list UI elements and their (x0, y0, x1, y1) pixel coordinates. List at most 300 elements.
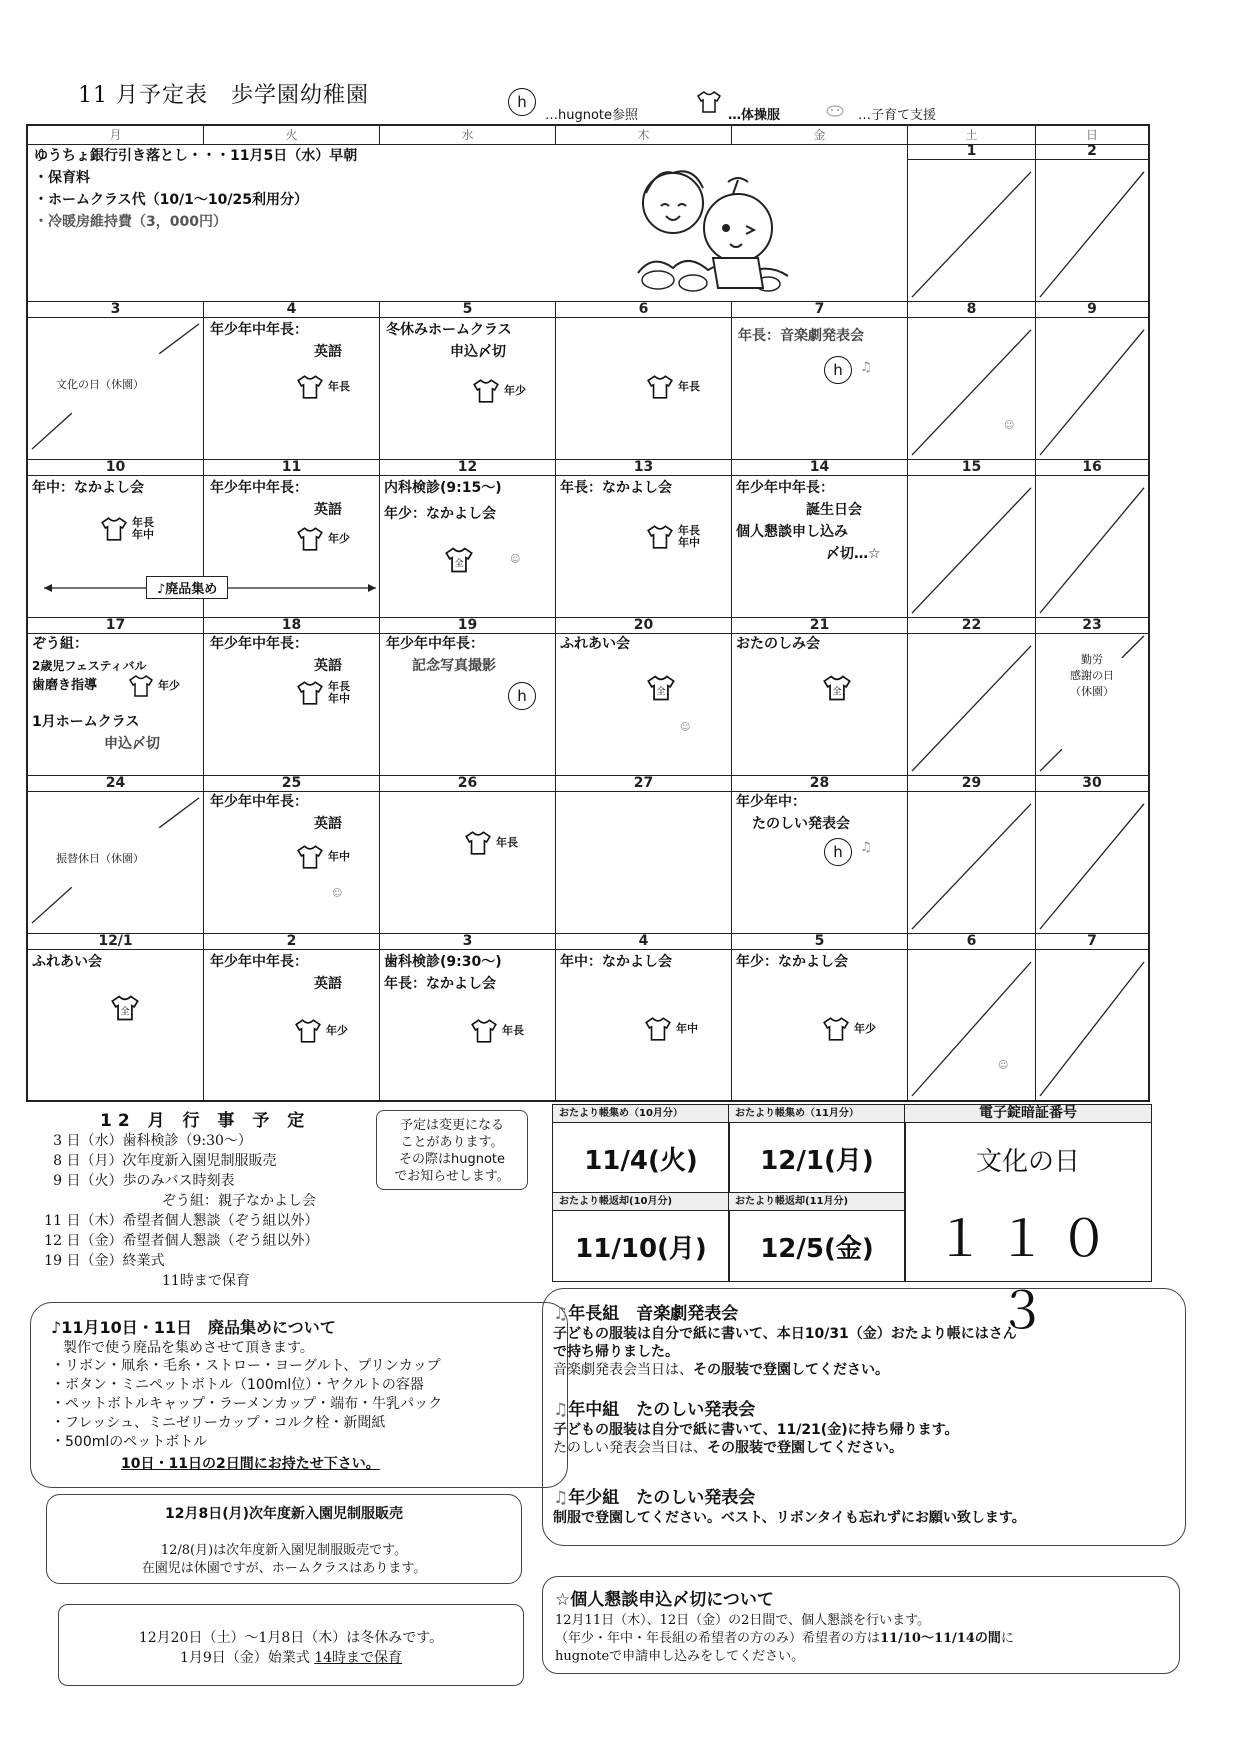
weekday-thu: 木 (556, 126, 732, 144)
conference-text: （年少・年中・年長組の希望者の方のみ）希望者の方は (555, 1631, 881, 1646)
plan-day: 11 (44, 1213, 62, 1229)
gym-clothes-marker (128, 674, 180, 698)
class-tag: 年少 (854, 1022, 876, 1035)
group-text-bold: その服装で登園してください。 (693, 1362, 889, 1378)
day-number: 4 (204, 302, 379, 318)
class-tag: 年長 (678, 380, 700, 393)
hugnote-h-icon: h (824, 356, 852, 384)
group-text: 音楽劇発表会当日は、 (553, 1362, 693, 1378)
day-cell-nov19 (380, 618, 556, 776)
day-number: 10 (28, 460, 203, 476)
diagonal-line (908, 776, 1035, 933)
class-tag: 年中 (328, 850, 350, 863)
day-number: 26 (380, 776, 555, 792)
day-cell-nov17 (28, 618, 204, 776)
class-tag-1: 年長 (132, 516, 154, 529)
event-text: 英語 (314, 658, 342, 674)
december-plan-title: 12 月 行 事 予 定 (100, 1111, 311, 1131)
plan-unit: 日 (66, 1233, 81, 1249)
day-cell-nov26 (380, 776, 556, 934)
tshirt-icon (644, 1016, 672, 1042)
day-number: 3 (28, 302, 203, 318)
group-title-text: 年長組 音楽劇発表会 (568, 1304, 739, 1324)
haihin-intro: 製作で使う廃品を集めさせて頂きます。 (63, 1340, 314, 1356)
note-line: でお知らせします。 (394, 1169, 510, 1184)
event-text: 〆切…☆ (826, 546, 881, 562)
day-cell-nov2 (1036, 144, 1148, 302)
all-classes-marker (646, 674, 676, 706)
holiday-label (1036, 652, 1148, 700)
music-note-icon: ♫ (553, 1304, 569, 1324)
group-line: 制服で登園してください。ベスト、リボンタイも忘れずにお願い致します。 (553, 1510, 1026, 1526)
day-number: 6 (556, 302, 731, 318)
plan-day: 8 (53, 1153, 62, 1169)
music-note-icon: ♫ (860, 360, 872, 375)
day-cell-dec7 (1036, 934, 1148, 1100)
day-cell-dec4 (556, 934, 732, 1100)
otayori-collect-oct (552, 1104, 730, 1194)
day-number: 15 (908, 460, 1035, 476)
gym-clothes-marker (644, 1016, 698, 1042)
hugnote-marker (824, 356, 852, 384)
tshirt-icon (472, 378, 500, 404)
day-cell-dec1 (28, 934, 204, 1100)
support-face-icon (826, 102, 844, 121)
all-classes-marker (110, 994, 140, 1026)
conference-line: 12月11日（木）、12日（金）の2日間で、個人懇談を行います。 (555, 1613, 931, 1628)
event-text: 英語 (314, 502, 342, 518)
support-face-icon: ☺ (680, 722, 691, 733)
music-note-icon: ♫ (860, 840, 872, 855)
otayori-label: おたより帳集め（11月分） (729, 1105, 905, 1123)
day-cell-nov24 (28, 776, 204, 934)
plan-text: 歯科検診（9:30～） (122, 1133, 252, 1149)
day-number: 1 (908, 144, 1035, 160)
weekday-tue: 火 (204, 126, 380, 144)
plan-day: 9 (53, 1173, 62, 1189)
tshirt-icon (294, 1018, 322, 1044)
day-number: 3 (380, 934, 555, 950)
day-cell-nov18 (204, 618, 380, 776)
plan-day: 3 (53, 1133, 62, 1149)
day-number: 29 (908, 776, 1035, 792)
day-cell-nov22 (908, 618, 1036, 776)
event-text: 年少年中： (736, 794, 806, 810)
hugnote-h-icon: h (824, 838, 852, 866)
day-number: 11 (204, 460, 379, 476)
day-cell-dec5 (732, 934, 908, 1100)
weekday-sat: 土 (908, 126, 1036, 144)
diagonal-line (908, 934, 1035, 1100)
day-number: 9 (1036, 302, 1148, 318)
otayori-label: おたより帳返却(11月分) (729, 1193, 905, 1211)
event-text: 歯磨き指導 (32, 678, 98, 693)
gym-clothes-marker (294, 1018, 348, 1044)
day-number: 12 (380, 460, 555, 476)
tshirt-all-label: 全 (454, 557, 464, 569)
support-face-icon: ☺ (332, 888, 343, 899)
lock-name: 文化の日 (975, 1147, 1080, 1177)
tshirt-icon (822, 1016, 850, 1042)
tshirt-all-icon (822, 674, 852, 702)
weekday-sun: 日 (1085, 128, 1098, 142)
holiday-line: （休園） (1070, 685, 1114, 698)
day-cell-nov15 (908, 460, 1036, 618)
diagonal-line (908, 144, 1035, 301)
event-text: 年少年中年長： (210, 794, 308, 810)
gym-clothes-marker (296, 680, 350, 706)
day-number: 20 (556, 618, 731, 634)
uniform-line: 12/8(月)は次年度新入園児制服販売です。 (160, 1543, 408, 1558)
otayori-return-nov (728, 1192, 906, 1282)
diagonal-line (1036, 144, 1148, 301)
day-cell-nov28 (732, 776, 908, 934)
day-number: 13 (556, 460, 731, 476)
event-text: おたのしみ会 (736, 636, 820, 652)
day-cell-nov3 (28, 302, 204, 460)
plan-unit: 日 (66, 1253, 81, 1269)
day-cell-nov6 (556, 302, 732, 460)
tshirt-all-icon (646, 674, 676, 702)
event-text: 年少年中年長： (210, 322, 308, 338)
day-cell-nov14 (732, 460, 908, 618)
day-cell-nov5 (380, 302, 556, 460)
lock-code-box (904, 1104, 1152, 1340)
hugnote-h-icon: h (508, 682, 536, 710)
plan-day: 12 (44, 1233, 62, 1249)
event-text: ふれあい会 (32, 954, 102, 970)
diagonal-line (908, 302, 1035, 459)
note-line: その際はhugnote (398, 1152, 506, 1167)
note-line: 予定は変更になる (399, 1118, 504, 1133)
tshirt-all-label: 全 (832, 685, 842, 697)
conference-line: hugnoteで申請申し込みをしてください。 (555, 1649, 805, 1664)
list-item (38, 1210, 318, 1230)
gym-clothes-marker (464, 830, 518, 856)
all-classes-marker (822, 674, 852, 706)
tshirt-all-label: 全 (656, 685, 666, 697)
diagonal-line (1036, 302, 1148, 459)
class-tag: 年少 (326, 1024, 348, 1037)
event-text: 年少年中年長： (210, 954, 308, 970)
conference-text-bold: 11/10～11/14の間 (880, 1631, 1001, 1646)
day-number: 18 (204, 618, 379, 634)
group-line: で持ち帰りました。 (553, 1344, 679, 1360)
class-tag: 年長 (496, 836, 518, 849)
legend-support-label: …子育て支援 (858, 108, 937, 123)
day-number: 16 (1036, 460, 1148, 476)
event-text: 英語 (314, 344, 342, 360)
day-cell-nov16 (1036, 460, 1148, 618)
plan-text: 次年度新入園児制服販売 (122, 1153, 277, 1169)
tshirt-icon (296, 680, 324, 706)
group-line: 子どもの服装は自分で紙に書いて、11/21(金)に持ち帰ります。 (553, 1422, 959, 1438)
day-cell-nov21 (732, 618, 908, 776)
class-tag: 年中 (676, 1022, 698, 1035)
plan-dow: （火） (80, 1173, 123, 1189)
list-item: ・500mlのペットボトル (51, 1434, 208, 1450)
tshirt-all-icon (110, 994, 140, 1022)
day-number: 5 (380, 302, 555, 318)
plan-unit: 日 (66, 1133, 81, 1149)
uniform-title: 12月8日(月)次年度新入園児制服販売 (164, 1506, 404, 1522)
children-illustration-icon (618, 158, 818, 302)
plan-dow: （月） (80, 1153, 123, 1169)
weekday-wed: 水 (380, 126, 556, 144)
legend-hugnote (508, 88, 536, 116)
day-number: 5 (732, 934, 907, 950)
day-number: 22 (908, 618, 1035, 634)
haihin-label: ♪廃品集め (146, 576, 228, 599)
event-text: 年少年中年長： (736, 480, 834, 496)
gym-clothes-marker (646, 524, 700, 550)
uniform-line: 在園児は休園ですが、ホームクラスはあります。 (141, 1561, 427, 1576)
day-number: 17 (28, 618, 203, 634)
tshirt-icon (470, 1018, 498, 1044)
weekday-fri: 金 (732, 126, 908, 144)
class-tag: 年少 (328, 532, 350, 545)
list-item (38, 1250, 164, 1270)
haihin-section (30, 1302, 568, 1488)
holiday-line: 感謝の日 (1070, 669, 1114, 682)
plan-dow: （金） (80, 1233, 123, 1249)
lock-code: １１０３ (935, 1210, 1121, 1340)
legend-hugnote-label: …hugnote参照 (545, 108, 639, 123)
notice-line1: ゆうちょ銀行引き落とし・・・11月5日（水）早朝 (34, 148, 358, 164)
otayori-date: 11/10(月) (575, 1233, 707, 1264)
plan-day: 19 (44, 1253, 62, 1269)
plan-dow: （金） (80, 1253, 123, 1269)
holiday-label: 文化の日（休園） (56, 378, 144, 391)
support-face-icon: ☺ (510, 554, 521, 565)
gym-clothes-marker (470, 1018, 524, 1044)
tshirt-all-icon (444, 546, 474, 574)
otayori-date: 11/4(火) (584, 1145, 698, 1176)
group-text: たのしい発表会当日は、 (553, 1440, 707, 1456)
plan-text: 歩のみバス時刻表 (122, 1173, 235, 1189)
notice-line4: ・冷暖房維持費（3，000円） (34, 214, 227, 230)
event-text: 年長：なかよし会 (384, 976, 496, 992)
plan-text: 希望者個人懇談（ぞう組以外） (122, 1213, 319, 1229)
plan-text: 希望者個人懇談（ぞう組以外） (122, 1233, 319, 1249)
otayori-date: 12/1(月) (760, 1145, 874, 1176)
class-tag: 年少 (158, 679, 180, 692)
tshirt-icon (646, 374, 674, 400)
hugnote-marker (508, 682, 536, 710)
day-cell-nov27 (556, 776, 732, 934)
plan-dow: （水） (80, 1133, 123, 1149)
day-cell-nov20 (556, 618, 732, 776)
winter-break-section (58, 1604, 524, 1686)
page-title: 11 月予定表 歩学園幼稚園 (78, 83, 369, 108)
event-text: 記念写真撮影 (412, 658, 496, 674)
day-number: 7 (1036, 934, 1148, 950)
day-cell-nov12 (380, 460, 556, 618)
gym-clothes-marker (472, 378, 526, 404)
group-title (553, 1483, 755, 1508)
day-number: 2 (204, 934, 379, 950)
tshirt-icon (128, 674, 154, 698)
class-tag (678, 525, 700, 549)
diagonal-line (1036, 776, 1148, 933)
winter-underlined: 14時まで保育 (314, 1650, 403, 1666)
event-text: たのしい発表会 (752, 816, 850, 832)
weekday-mon: 月 (28, 126, 204, 144)
diagonal-line (1036, 934, 1148, 1100)
day-number: 8 (908, 302, 1035, 318)
notice-line3: ・ホームクラス代（10/1～10/25利用分） (34, 192, 308, 208)
notice-line2: ・保育料 (34, 170, 90, 186)
group-title (553, 1299, 738, 1324)
hugnote-h-icon: h (508, 88, 536, 116)
group-line (553, 1359, 889, 1379)
event-text: 1月ホームクラス (32, 714, 140, 730)
list-item (38, 1150, 276, 1170)
group-title-text: 年少組 たのしい発表会 (568, 1488, 756, 1508)
tshirt-icon (296, 844, 324, 870)
otayori-collect-nov (728, 1104, 906, 1194)
day-number: 2 (1036, 144, 1148, 160)
event-text: 年長：なかよし会 (560, 480, 672, 496)
day-cell-nov29 (908, 776, 1036, 934)
class-tag-1: 年長 (678, 524, 700, 537)
day-cell-dec2 (204, 934, 380, 1100)
gym-clothes-marker (646, 374, 700, 400)
haihin-footer: 10日・11日の2日間にお持たせ下さい。 (121, 1456, 380, 1472)
event-text: 年中：なかよし会 (32, 480, 144, 496)
lock-label: 電子錠暗証番号 (905, 1105, 1151, 1123)
event-text: 誕生日会 (806, 502, 862, 518)
day-number: 23 (1036, 618, 1148, 634)
diagonal-line (1036, 460, 1148, 617)
haihin-title: ♪11月10日・11日 廃品集めについて (51, 1318, 336, 1337)
holiday-line: 勤労 (1081, 653, 1103, 666)
tshirt-icon (296, 526, 324, 552)
group-text-bold: その服装で登園してください。 (707, 1440, 903, 1456)
class-tag-1: 年長 (328, 680, 350, 693)
class-tag-2: 年中 (678, 536, 700, 549)
list-item: ぞう組：親子なかよし会 (162, 1193, 316, 1209)
haihin-list (51, 1357, 442, 1452)
gym-clothes-marker (296, 374, 350, 400)
day-number: 28 (732, 776, 907, 792)
plan-dow: （木） (80, 1213, 123, 1229)
gym-clothes-marker (296, 844, 350, 870)
winter-line: 12月20日（土）～1月8日（木）は冬休みです。 (138, 1630, 444, 1646)
tshirt-icon (646, 524, 674, 550)
day-cell-dec3 (380, 934, 556, 1100)
event-text: 個人懇談申し込み (736, 524, 848, 540)
event-text: 2歳児フェスティバル (32, 659, 147, 673)
class-tag-2: 年中 (132, 528, 154, 541)
day-number: 25 (204, 776, 379, 792)
event-text: 英語 (314, 976, 342, 992)
note-line: ことがあります。 (400, 1135, 504, 1150)
event-text: 申込〆切 (104, 736, 160, 752)
list-item (38, 1130, 252, 1150)
diagonal-line (908, 460, 1035, 617)
class-tag: 年少 (504, 384, 526, 397)
support-face-icon: ☺ (998, 1060, 1009, 1071)
diagonal-line (908, 618, 1035, 775)
event-text: 年少年中年長： (386, 636, 484, 652)
event-text: 歯科検診(9:30～) (384, 954, 502, 970)
day-cell-nov13 (556, 460, 732, 618)
day-cell-dec6 (908, 934, 1036, 1100)
otayori-date: 12/5(金) (760, 1233, 874, 1264)
otayori-return-oct (552, 1192, 730, 1282)
holiday-label: 振替休日（休園） (56, 852, 144, 865)
class-tag (132, 517, 154, 541)
week1-notice-cell (28, 144, 908, 302)
plan-unit: 日 (66, 1153, 81, 1169)
music-note-icon: ♫ (553, 1488, 569, 1508)
day-cell-nov23 (1036, 618, 1148, 776)
event-text: 年少：なかよし会 (736, 954, 848, 970)
day-number: 7 (732, 302, 907, 318)
weekday-header (28, 126, 1148, 145)
calendar-grid (26, 124, 1150, 1102)
event-text: 年少年中年長： (210, 636, 308, 652)
event-text: 申込〆切 (450, 344, 506, 360)
plan-unit: 日 (66, 1213, 81, 1229)
conference-line (555, 1627, 1014, 1646)
recital-section (542, 1288, 1186, 1546)
uniform-sale-section (46, 1494, 522, 1584)
day-number: 24 (28, 776, 203, 792)
class-tag: 年長 (328, 380, 350, 393)
group-title-text: 年中組 たのしい発表会 (568, 1400, 756, 1420)
day-number: 30 (1036, 776, 1148, 792)
tshirt-icon (464, 830, 492, 856)
event-text: 年中：なかよし会 (560, 954, 672, 970)
winter-line (59, 1647, 523, 1667)
list-item (38, 1170, 234, 1190)
change-note-box (376, 1110, 528, 1190)
event-text: 年少年中年長： (210, 480, 308, 496)
otayori-label: おたより帳返却(10月分) (553, 1193, 729, 1211)
gym-clothes-marker (100, 516, 154, 542)
conference-text: に (1000, 1631, 1014, 1646)
class-tag (328, 681, 350, 705)
tshirt-icon (100, 516, 128, 542)
day-number: 4 (556, 934, 731, 950)
list-item (38, 1230, 318, 1250)
day-cell-nov30 (1036, 776, 1148, 934)
support-face-icon: ☺ (1004, 420, 1015, 431)
legend-gym-label: …体操服 (728, 108, 781, 123)
day-cell-nov8 (908, 302, 1036, 460)
group-title (553, 1395, 755, 1420)
hugnote-marker (824, 838, 852, 866)
event-text: 内科検診(9:15～) (384, 480, 502, 496)
day-cell-nov7 (732, 302, 908, 460)
class-tag: 年長 (502, 1024, 524, 1037)
group-line: 子どもの服装は自分で紙に書いて、本日10/31（金）おたより帳にはさん (553, 1326, 1017, 1342)
day-cell-nov1 (908, 144, 1036, 302)
tshirt-icon (296, 374, 324, 400)
gym-clothes-marker (296, 526, 350, 552)
event-text: 冬休みホームクラス (386, 322, 512, 338)
event-text: 年少：なかよし会 (384, 506, 496, 522)
day-number: 21 (732, 618, 907, 634)
day-number: 27 (556, 776, 731, 792)
day-number: 14 (732, 460, 907, 476)
tshirt-all-label: 全 (120, 1005, 130, 1017)
day-cell-nov4 (204, 302, 380, 460)
day-number: 19 (380, 618, 555, 634)
event-text: 英語 (314, 816, 342, 832)
